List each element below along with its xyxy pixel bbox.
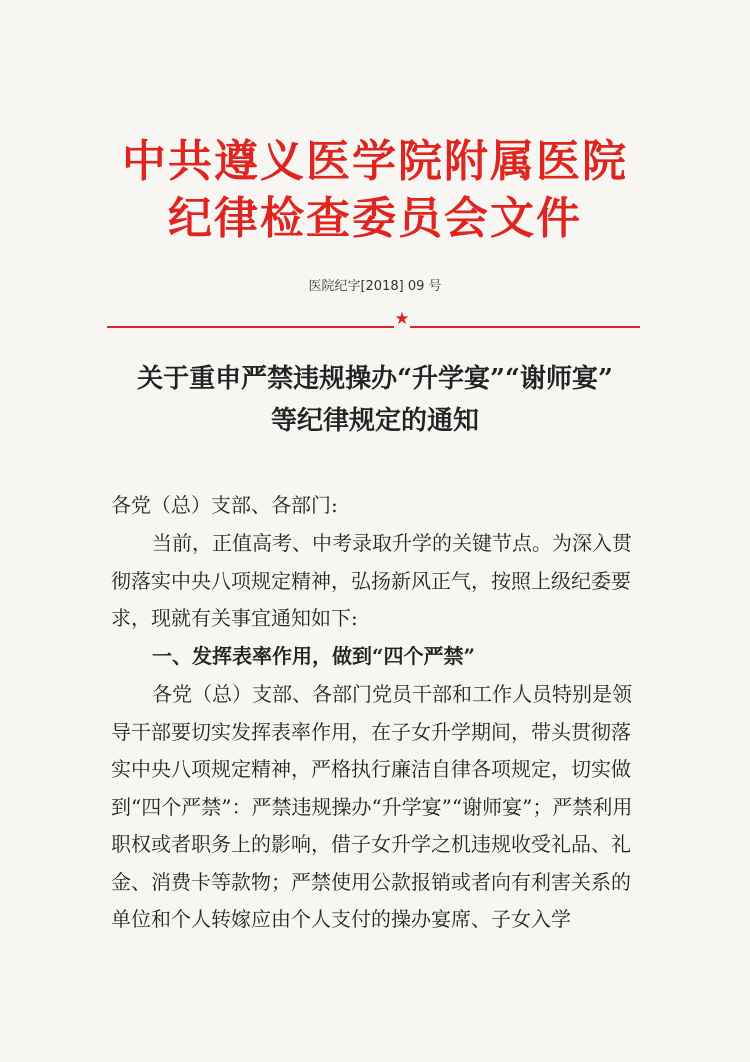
body-paragraph: 各党（总）支部、各部门党员干部和工作人员特别是领导干部要切实发挥表率作用，在子女升学期间，带头贯彻落实中央八项规定精神，严格执行廉洁自律各项规定，切实做到“四个严禁”：严禁违规操办“升学宴”“谢师宴”；严禁利用职权或者职务上的影响，借子女升学之机违规收受礼品、礼金、消费卡等款物；严禁使用公款报销或者向有利害关系的单位和个人转嫁应由个人支付的操办宴席、子女入学	[111, 682, 633, 931]
notice-title-line2: 等纪律规定的通知	[270, 406, 479, 436]
addressee-line: 各党（总）支部、各部门:	[111, 493, 338, 517]
header-divider-right	[410, 326, 640, 328]
section-heading: 一、发挥表率作用，做到“四个严禁”	[152, 644, 476, 668]
document-header-title-line2: 纪律检查委员会文件	[168, 193, 582, 244]
document-number: 医院纪字[2018] 09 号	[308, 279, 442, 294]
notice-title-line1: 关于重申严禁违规操办“升学宴”“谢师宴”	[137, 364, 613, 394]
header-divider-left	[107, 326, 394, 328]
document-header-title-line1: 中共遵义医学院附属医院	[122, 136, 628, 187]
intro-paragraph: 当前，正值高考、中考录取升学的关键节点。为深入贯彻落实中央八项规定精神，弘扬新风正气，按照上级纪委要求，现就有关事宜通知如下:	[111, 531, 632, 630]
star-icon: ★	[394, 309, 410, 329]
